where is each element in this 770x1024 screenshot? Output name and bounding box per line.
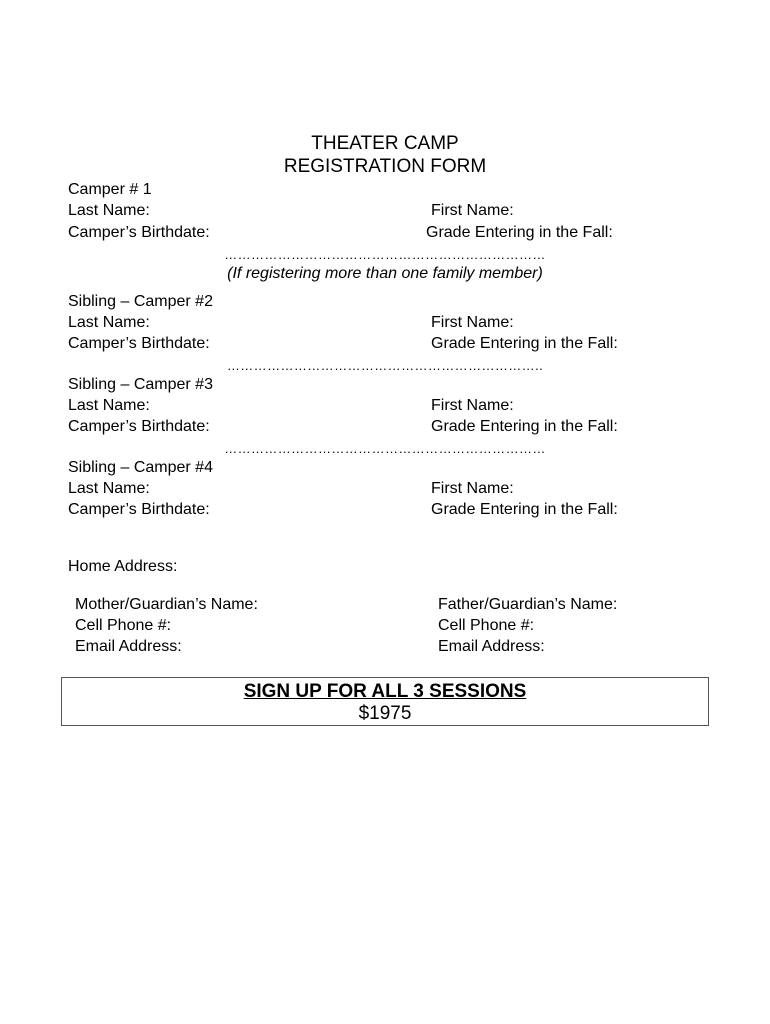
mother-email-label: Email Address: <box>75 638 182 655</box>
camper2-grade-label: Grade Entering in the Fall: <box>431 335 618 352</box>
camper4-first-name-label: First Name: <box>431 480 514 497</box>
camper4-birthdate-label: Camper’s Birthdate: <box>68 501 210 518</box>
signup-box <box>61 677 709 726</box>
camper1-birthdate-label: Camper’s Birthdate: <box>68 224 210 241</box>
mother-name-label: Mother/Guardian’s Name: <box>75 596 258 613</box>
camper2-first-name-label: First Name: <box>431 314 514 331</box>
signup-title: SIGN UP FOR ALL 3 SESSIONS <box>243 681 527 702</box>
camper4-heading: Sibling – Camper #4 <box>68 459 213 476</box>
separator-dots-1: ……………………………………………………………… <box>224 247 546 262</box>
camper2-last-name-label: Last Name: <box>68 314 150 331</box>
mother-phone-label: Cell Phone #: <box>75 617 172 634</box>
separator-dots-3: ……………………………………………………………… <box>224 441 546 456</box>
signup-price: $1975 <box>358 703 412 724</box>
camper2-birthdate-label: Camper’s Birthdate: <box>68 335 210 352</box>
camper4-last-name-label: Last Name: <box>68 480 150 497</box>
camper3-heading: Sibling – Camper #3 <box>68 376 213 393</box>
separator-dots-2: …………………………………………………………….. <box>226 358 544 373</box>
home-address-label: Home Address: <box>68 558 178 575</box>
father-phone-label: Cell Phone #: <box>438 617 535 634</box>
camper4-grade-label: Grade Entering in the Fall: <box>431 501 618 518</box>
father-name-label: Father/Guardian’s Name: <box>438 596 618 613</box>
father-email-label: Email Address: <box>438 638 545 655</box>
camper1-grade-label: Grade Entering in the Fall: <box>426 224 613 241</box>
camper1-heading: Camper # 1 <box>68 181 152 198</box>
camper3-birthdate-label: Camper’s Birthdate: <box>68 418 210 435</box>
form-title-line2: REGISTRATION FORM <box>283 156 487 177</box>
form-title-line1: THEATER CAMP <box>311 133 459 154</box>
camper2-heading: Sibling – Camper #2 <box>68 293 213 310</box>
camper1-first-name-label: First Name: <box>431 202 514 219</box>
camper3-first-name-label: First Name: <box>431 397 514 414</box>
camper3-grade-label: Grade Entering in the Fall: <box>431 418 618 435</box>
family-member-note: (If registering more than one family member) <box>227 265 543 282</box>
camper3-last-name-label: Last Name: <box>68 397 150 414</box>
camper1-last-name-label: Last Name: <box>68 202 150 219</box>
